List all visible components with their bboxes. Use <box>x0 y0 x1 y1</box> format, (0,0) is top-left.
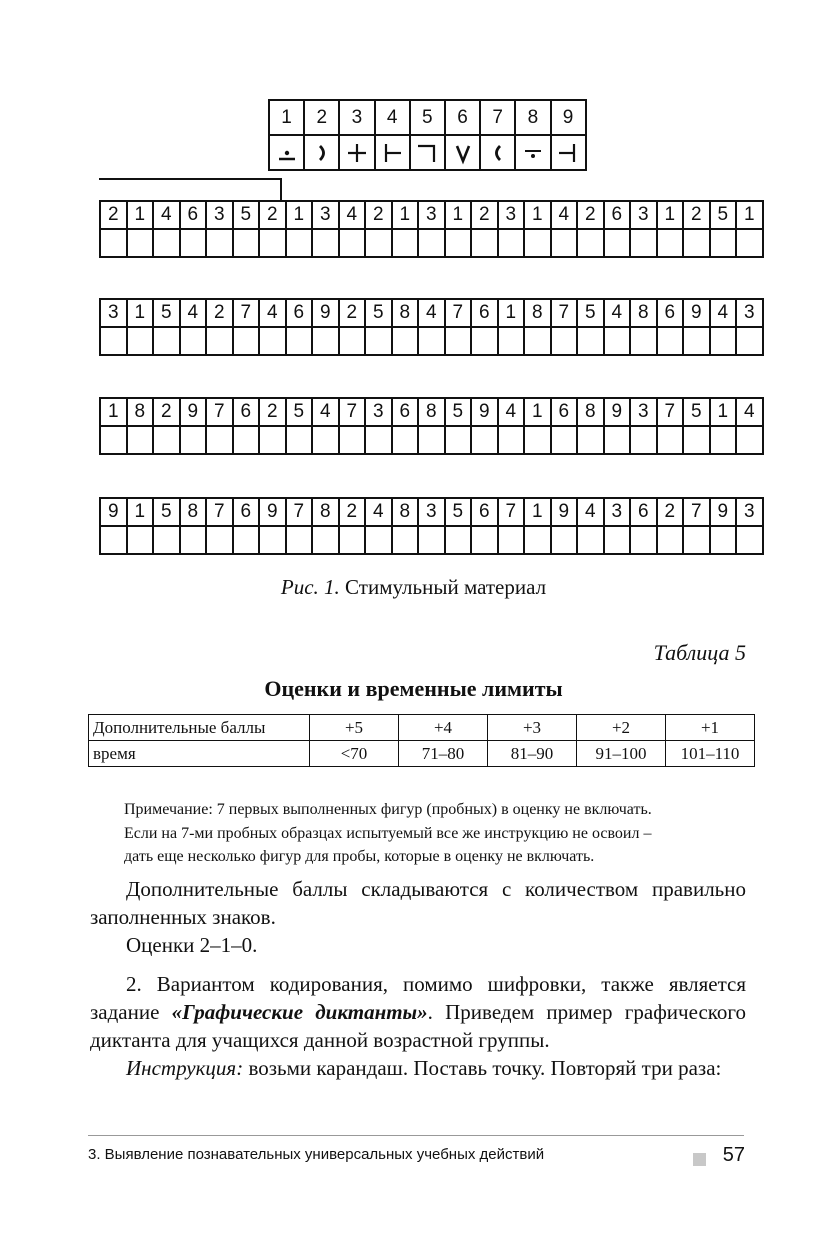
digit-cell: 6 <box>604 201 631 229</box>
digit-cell: 4 <box>604 299 631 327</box>
answer-cell <box>312 327 339 355</box>
figure-label: Рис. 1. <box>280 575 340 599</box>
sample-bracket <box>99 178 282 201</box>
digit-cell: 7 <box>339 398 366 426</box>
digit-cell: 4 <box>259 299 286 327</box>
digit-cell: 9 <box>100 498 127 526</box>
answer-cell <box>710 229 737 257</box>
answer-cell <box>206 229 233 257</box>
key-digit: 2 <box>304 100 339 135</box>
answer-cell <box>498 426 525 454</box>
digit-cell: 6 <box>392 398 419 426</box>
page-number: 57 <box>722 1144 745 1166</box>
digit-cell: 6 <box>180 201 207 229</box>
digit-cell: 1 <box>736 201 763 229</box>
paragraph: Оценки 2–1–0. <box>126 933 258 957</box>
digit-cell: 5 <box>233 201 260 229</box>
answer-cell <box>471 426 498 454</box>
answer-cell <box>180 327 207 355</box>
digit-cell: 2 <box>100 201 127 229</box>
answer-cell <box>312 229 339 257</box>
digit-cell: 3 <box>604 498 631 526</box>
stimulus-row-table <box>99 200 764 258</box>
answer-cell <box>736 526 763 554</box>
answer-row <box>100 526 763 554</box>
running-footer: 3. Выявление познавательных универсальных учебных действий <box>88 1146 545 1163</box>
answer-cell <box>100 426 127 454</box>
digit-cell: 9 <box>312 299 339 327</box>
digit-cell: 2 <box>471 201 498 229</box>
digit-cell: 4 <box>153 201 180 229</box>
v-icon <box>451 141 475 165</box>
digit-cell: 4 <box>312 398 339 426</box>
digit-cell: 5 <box>683 398 710 426</box>
right-tee-icon <box>556 141 580 165</box>
digit-cell: 6 <box>471 498 498 526</box>
table-title: Оценки и временные лимиты <box>264 676 563 701</box>
answer-cell <box>392 327 419 355</box>
left-tee-icon <box>380 141 404 165</box>
answer-cell <box>180 229 207 257</box>
answer-cell <box>498 327 525 355</box>
table-cell: +2 <box>577 715 666 741</box>
paragraph: Инструкция: возьми карандаш. Поставь точку. Повторяй три раза: <box>126 1056 722 1080</box>
answer-cell <box>180 526 207 554</box>
answer-cell <box>127 229 154 257</box>
key-digit: 7 <box>480 100 515 135</box>
answer-cell <box>100 526 127 554</box>
corner-icon <box>415 141 439 165</box>
answer-cell <box>100 327 127 355</box>
minus-dot-icon <box>521 141 545 165</box>
digit-cell: 7 <box>233 299 260 327</box>
table-cell: +4 <box>399 715 488 741</box>
answer-cell <box>471 327 498 355</box>
answer-cell <box>365 526 392 554</box>
digit-cell: 2 <box>153 398 180 426</box>
answer-cell <box>683 526 710 554</box>
stimulus-row-table <box>99 497 764 555</box>
answer-cell <box>551 426 578 454</box>
answer-cell <box>392 229 419 257</box>
answer-cell <box>445 229 472 257</box>
digit-cell: 8 <box>180 498 207 526</box>
body-text-2 <box>90 970 746 1082</box>
note-line: дать еще несколько фигур для пробы, которые в оценку не включать. <box>124 848 595 865</box>
figure-caption-text: Стимульный материал <box>345 575 547 599</box>
footer-divider <box>88 1135 744 1136</box>
key-digit: 9 <box>551 100 586 135</box>
answer-cell <box>577 526 604 554</box>
answer-cell <box>630 229 657 257</box>
paragraph: Дополнительные баллы складываются с количеством правильно заполненных знаков. <box>90 877 746 929</box>
answer-cell <box>524 327 551 355</box>
answer-cell <box>604 526 631 554</box>
digit-cell: 4 <box>180 299 207 327</box>
answer-cell <box>100 229 127 257</box>
answer-cell <box>153 526 180 554</box>
answer-cell <box>736 426 763 454</box>
answer-cell <box>736 229 763 257</box>
digit-cell: 7 <box>657 398 684 426</box>
digit-cell: 1 <box>127 299 154 327</box>
answer-cell <box>259 426 286 454</box>
digit-cell: 3 <box>312 201 339 229</box>
answer-cell <box>233 229 260 257</box>
digit-cell: 9 <box>710 498 737 526</box>
digit-cell: 5 <box>445 498 472 526</box>
answer-cell <box>153 426 180 454</box>
answer-cell <box>206 526 233 554</box>
answer-cell <box>233 426 260 454</box>
table-label: Таблица 5 <box>653 640 746 665</box>
table-cell: +5 <box>310 715 399 741</box>
digit-cell: 6 <box>657 299 684 327</box>
digit-cell: 3 <box>206 201 233 229</box>
stimulus-row-table <box>99 397 764 455</box>
digit-cell: 8 <box>577 398 604 426</box>
answer-cell <box>445 327 472 355</box>
answer-cell <box>286 526 313 554</box>
answer-cell <box>604 426 631 454</box>
digit-cell: 9 <box>604 398 631 426</box>
digit-cell: 4 <box>339 201 366 229</box>
digit-cell: 7 <box>206 498 233 526</box>
answer-cell <box>683 229 710 257</box>
digit-cell: 1 <box>498 299 525 327</box>
answer-cell <box>286 229 313 257</box>
digit-cell: 2 <box>339 498 366 526</box>
answer-cell <box>286 426 313 454</box>
digit-cell: 8 <box>524 299 551 327</box>
body-text <box>90 875 746 959</box>
digit-cell: 9 <box>683 299 710 327</box>
answer-cell <box>498 526 525 554</box>
answer-cell <box>683 327 710 355</box>
answer-cell <box>471 229 498 257</box>
answer-cell <box>710 327 737 355</box>
table-cell: +1 <box>666 715 755 741</box>
digits-row <box>100 299 763 327</box>
digits-row <box>100 398 763 426</box>
digit-cell: 6 <box>551 398 578 426</box>
emphasis: «Графические диктанты» <box>171 1000 428 1024</box>
answer-cell <box>339 229 366 257</box>
answer-cell <box>524 526 551 554</box>
key-digit: 4 <box>375 100 410 135</box>
digit-cell: 5 <box>577 299 604 327</box>
digit-cell: 2 <box>259 398 286 426</box>
digit-cell: 4 <box>418 299 445 327</box>
answer-cell <box>710 526 737 554</box>
digit-cell: 3 <box>630 398 657 426</box>
digit-cell: 2 <box>339 299 366 327</box>
digit-cell: 7 <box>683 498 710 526</box>
table-row <box>89 715 755 741</box>
digit-cell: 2 <box>259 201 286 229</box>
digit-cell: 8 <box>392 299 419 327</box>
digit-cell: 7 <box>445 299 472 327</box>
answer-cell <box>259 229 286 257</box>
digit-cell: 8 <box>418 398 445 426</box>
digit-cell: 1 <box>524 498 551 526</box>
digit-cell: 3 <box>418 201 445 229</box>
key-digit: 1 <box>269 100 304 135</box>
note-line: Если на 7-ми пробных образцах испытуемый все же инструкцию не освоил – <box>124 824 652 842</box>
digit-cell: 5 <box>286 398 313 426</box>
key-digit: 8 <box>515 100 550 135</box>
digit-cell: 5 <box>445 398 472 426</box>
digit-cell: 8 <box>127 398 154 426</box>
digit-cell: 3 <box>736 498 763 526</box>
plus-icon <box>345 141 369 165</box>
stimulus-row-table <box>99 298 764 356</box>
answer-cell <box>127 526 154 554</box>
digit-cell: 7 <box>206 398 233 426</box>
digit-cell: 3 <box>736 299 763 327</box>
answer-cell <box>206 426 233 454</box>
digit-cell: 3 <box>418 498 445 526</box>
digit-cell: 9 <box>471 398 498 426</box>
digit-cell: 2 <box>365 201 392 229</box>
table-note <box>124 798 748 869</box>
answer-cell <box>233 526 260 554</box>
answer-row <box>100 327 763 355</box>
digits-row <box>100 201 763 229</box>
answer-cell <box>445 526 472 554</box>
answer-cell <box>630 426 657 454</box>
digit-cell: 1 <box>445 201 472 229</box>
answer-cell <box>604 229 631 257</box>
table-cell: Дополнительные баллы <box>89 715 310 741</box>
digit-cell: 4 <box>710 299 737 327</box>
answer-cell <box>418 526 445 554</box>
digit-cell: 8 <box>392 498 419 526</box>
answer-cell <box>392 526 419 554</box>
answer-cell <box>206 327 233 355</box>
digit-cell: 2 <box>577 201 604 229</box>
digit-cell: 7 <box>551 299 578 327</box>
table-cell: 101–110 <box>666 741 755 767</box>
answer-cell <box>365 327 392 355</box>
table-cell: +3 <box>488 715 577 741</box>
digit-cell: 6 <box>233 398 260 426</box>
answer-cell <box>551 229 578 257</box>
digit-cell: 6 <box>233 498 260 526</box>
footer-square-icon <box>693 1153 706 1166</box>
table-row <box>89 741 755 767</box>
digit-cell: 8 <box>630 299 657 327</box>
answer-cell <box>312 526 339 554</box>
answer-cell <box>365 229 392 257</box>
digit-cell: 5 <box>153 498 180 526</box>
digit-cell: 1 <box>524 398 551 426</box>
answer-cell <box>657 327 684 355</box>
answer-cell <box>683 426 710 454</box>
digit-cell: 6 <box>630 498 657 526</box>
scores-table <box>88 714 755 767</box>
emphasis: Инструкция: <box>126 1056 244 1080</box>
answer-cell <box>127 426 154 454</box>
answer-cell <box>233 327 260 355</box>
digit-cell: 3 <box>630 201 657 229</box>
code-key-table <box>268 99 587 171</box>
left-paren-icon <box>486 141 510 165</box>
answer-cell <box>180 426 207 454</box>
answer-row <box>100 229 763 257</box>
answer-cell <box>657 526 684 554</box>
answer-cell <box>630 526 657 554</box>
answer-cell <box>524 229 551 257</box>
digit-cell: 1 <box>657 201 684 229</box>
answer-cell <box>339 526 366 554</box>
answer-cell <box>710 426 737 454</box>
digit-cell: 1 <box>286 201 313 229</box>
digit-cell: 9 <box>551 498 578 526</box>
digit-cell: 1 <box>710 398 737 426</box>
digit-cell: 4 <box>365 498 392 526</box>
answer-cell <box>551 327 578 355</box>
digit-cell: 3 <box>365 398 392 426</box>
answer-cell <box>577 229 604 257</box>
answer-cell <box>418 327 445 355</box>
digit-cell: 6 <box>471 299 498 327</box>
digit-cell: 2 <box>683 201 710 229</box>
answer-cell <box>551 526 578 554</box>
digit-cell: 3 <box>498 201 525 229</box>
digit-cell: 5 <box>710 201 737 229</box>
digit-cell: 1 <box>524 201 551 229</box>
answer-row <box>100 426 763 454</box>
answer-cell <box>259 526 286 554</box>
paragraph: 2. Вариантом кодирования, помимо шифровки, также является задание «Графические диктанты». Приведем пример графического диктанта для учащихся данной возрастной группы. <box>90 972 746 1052</box>
figure-caption <box>0 575 827 600</box>
table-cell: <70 <box>310 741 399 767</box>
answer-cell <box>365 426 392 454</box>
key-symbols-row <box>269 135 586 170</box>
answer-cell <box>630 327 657 355</box>
digit-cell: 2 <box>206 299 233 327</box>
table-cell: время <box>89 741 310 767</box>
answer-cell <box>312 426 339 454</box>
answer-cell <box>392 426 419 454</box>
answer-cell <box>127 327 154 355</box>
answer-cell <box>524 426 551 454</box>
answer-cell <box>736 327 763 355</box>
digit-cell: 8 <box>312 498 339 526</box>
answer-cell <box>259 327 286 355</box>
answer-cell <box>657 229 684 257</box>
digit-cell: 1 <box>100 398 127 426</box>
answer-cell <box>153 327 180 355</box>
digit-cell: 9 <box>180 398 207 426</box>
answer-cell <box>471 526 498 554</box>
underline-dot-icon <box>275 141 299 165</box>
key-digit: 6 <box>445 100 480 135</box>
key-digit: 5 <box>410 100 445 135</box>
answer-cell <box>577 426 604 454</box>
answer-cell <box>286 327 313 355</box>
digit-cell: 2 <box>657 498 684 526</box>
digit-cell: 4 <box>577 498 604 526</box>
table-cell: 81–90 <box>488 741 577 767</box>
digit-cell: 4 <box>498 398 525 426</box>
answer-cell <box>445 426 472 454</box>
digit-cell: 1 <box>127 201 154 229</box>
digit-cell: 7 <box>286 498 313 526</box>
digit-cell: 4 <box>736 398 763 426</box>
table-cell: 71–80 <box>399 741 488 767</box>
digit-cell: 6 <box>286 299 313 327</box>
digit-cell: 7 <box>498 498 525 526</box>
digit-cell: 1 <box>127 498 154 526</box>
note-line: Примечание: 7 первых выполненных фигур (пробных) в оценку не включать. <box>124 801 652 818</box>
digit-cell: 4 <box>551 201 578 229</box>
answer-cell <box>498 229 525 257</box>
digit-cell: 9 <box>259 498 286 526</box>
answer-cell <box>577 327 604 355</box>
answer-cell <box>418 426 445 454</box>
answer-cell <box>604 327 631 355</box>
answer-cell <box>339 327 366 355</box>
right-paren-icon <box>310 141 334 165</box>
answer-cell <box>657 426 684 454</box>
digit-cell: 1 <box>392 201 419 229</box>
answer-cell <box>153 229 180 257</box>
digit-cell: 3 <box>100 299 127 327</box>
answer-cell <box>418 229 445 257</box>
key-digit: 3 <box>339 100 374 135</box>
digit-cell: 5 <box>365 299 392 327</box>
answer-cell <box>339 426 366 454</box>
table-cell: 91–100 <box>577 741 666 767</box>
digits-row <box>100 498 763 526</box>
digit-cell: 5 <box>153 299 180 327</box>
key-digits-row <box>269 100 586 135</box>
